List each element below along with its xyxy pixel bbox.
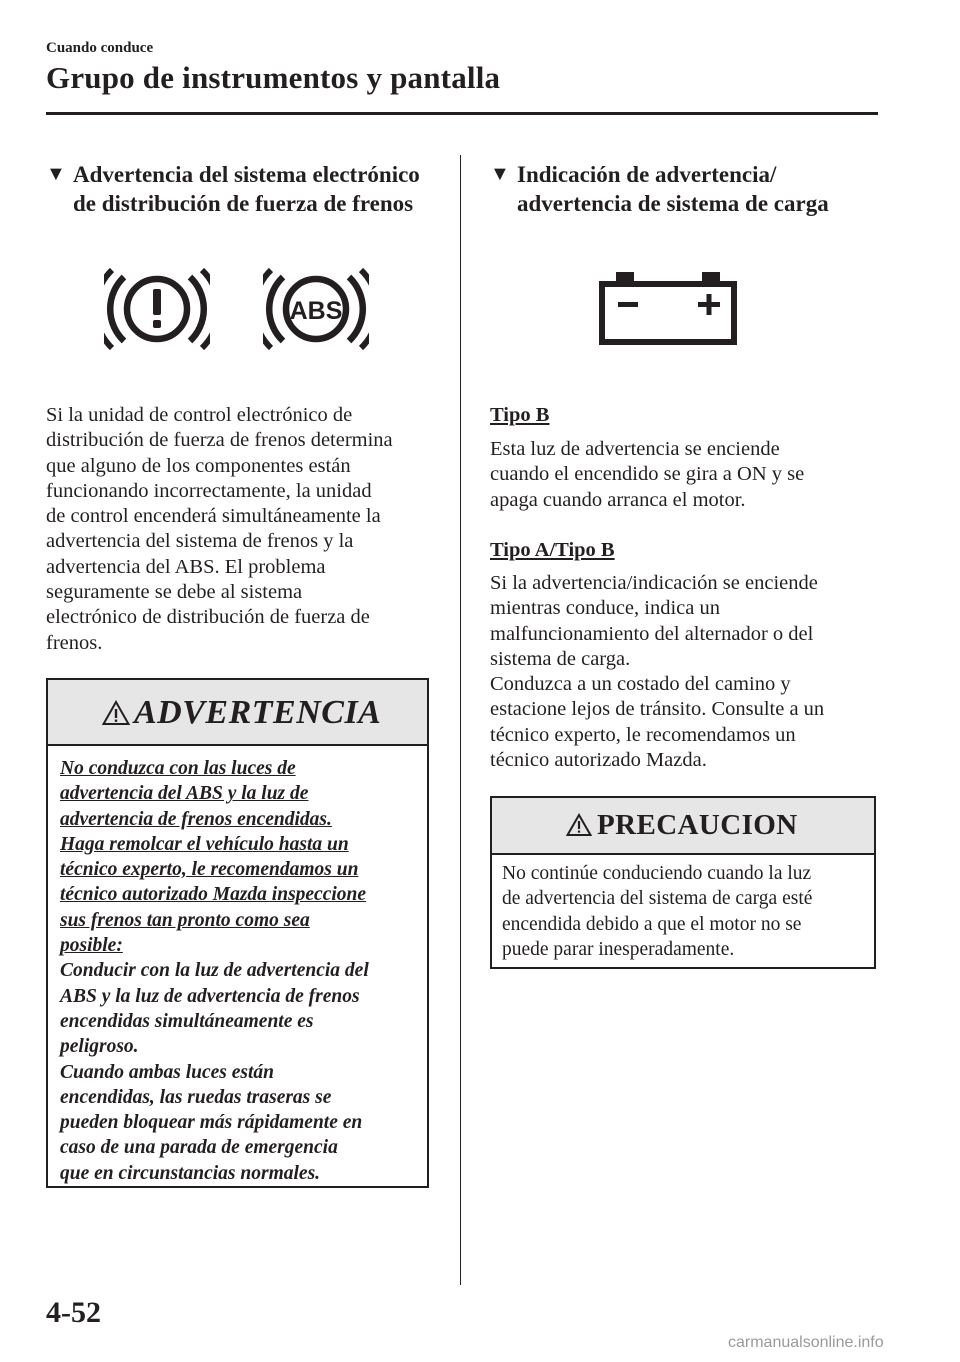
page-title: Grupo de instrumentos y pantalla xyxy=(46,60,501,95)
brake-warning-heading xyxy=(46,160,420,218)
warning-line: ABS y la luz de advertencia de frenos xyxy=(60,985,360,1007)
text-line: electrónico de distribución de fuerza de xyxy=(46,606,370,629)
warning-line: caso de una parada de emergencia xyxy=(60,1137,338,1159)
warning-line: sus frenos tan pronto como sea xyxy=(60,909,310,931)
warning-line: Cuando ambas luces están xyxy=(60,1061,274,1083)
text-line: seguramente se debe al sistema xyxy=(46,581,303,604)
text-line: mientras conduce, indica un xyxy=(490,597,720,620)
warning-line: técnico autorizado Mazda inspeccione xyxy=(60,884,367,906)
warning-line: que en circunstancias normales. xyxy=(60,1162,321,1184)
heading-line: Advertencia del sistema electrónico xyxy=(73,162,420,187)
caution-line: No continúe conduciendo cuando la luz xyxy=(502,863,812,884)
brake-warning-paragraph xyxy=(46,403,393,656)
tipo-b-paragraph xyxy=(490,437,804,513)
column-divider xyxy=(460,155,461,1285)
text-line: Si la advertencia/indicación se enciende xyxy=(490,572,818,594)
caution-triangle-icon xyxy=(566,813,592,837)
text-line: Si la unidad de control electrónico de xyxy=(46,404,353,426)
heading-line: Indicación de advertencia/ xyxy=(517,162,777,187)
header-rule xyxy=(46,112,878,115)
warning-title: ADVERTENCIA xyxy=(134,694,382,731)
warning-line: advertencia del ABS y la luz de xyxy=(60,783,309,805)
warning-line: No conduzca con las luces de xyxy=(60,758,296,779)
brake-warning-icon xyxy=(104,264,210,354)
text-line: advertencia del sistema de frenos y la xyxy=(46,530,354,553)
text-line: estacione lejos de tránsito. Consulte a un xyxy=(490,698,825,721)
tipo-ab-label: Tipo A/Tipo B xyxy=(490,539,615,561)
caution-title: PRECAUCION xyxy=(597,809,798,841)
caution-box-header xyxy=(492,798,874,855)
warning-box-header xyxy=(48,680,427,746)
abs-warning-icon xyxy=(263,264,369,354)
warning-box xyxy=(46,678,429,1188)
text-line: de control encenderá simultáneamente la xyxy=(46,505,381,528)
caution-body xyxy=(502,861,812,962)
warning-line: pueden bloquear más rápidamente en xyxy=(60,1112,363,1134)
warning-line: peligroso. xyxy=(60,1036,139,1058)
text-line: funcionando incorrectamente, la unidad xyxy=(46,479,372,502)
text-line: Conduzca a un costado del camino y xyxy=(490,673,791,696)
text-line: Esta luz de advertencia se enciende xyxy=(490,438,780,460)
text-line: frenos. xyxy=(46,631,103,654)
warning-triangle-icon xyxy=(102,700,130,726)
text-line: técnico experto, le recomendamos un xyxy=(490,723,796,746)
text-line: advertencia del ABS. El problema xyxy=(46,555,326,578)
warning-line: Haga remolcar el vehículo hasta un xyxy=(60,833,349,855)
text-line: técnico autorizado Mazda. xyxy=(490,749,707,772)
caution-line: encendida debido a que el motor no se xyxy=(502,913,802,935)
tipo-b-label: Tipo B xyxy=(490,404,550,426)
text-line: distribución de fuerza de frenos determina xyxy=(46,429,393,452)
triangle-bullet-icon: ▼ xyxy=(46,163,66,185)
section-label: Cuando conduce xyxy=(46,40,154,56)
warning-line: advertencia de frenos encendidas. xyxy=(60,808,332,830)
warning-line: encendidas simultáneamente es xyxy=(60,1010,314,1032)
warning-line: posible: xyxy=(60,935,123,957)
caution-box xyxy=(490,796,876,969)
tipo-ab-paragraph xyxy=(490,571,824,773)
text-line: sistema de carga. xyxy=(490,647,631,670)
heading-line: de distribución de fuerza de frenos xyxy=(73,191,414,216)
watermark: carmanualsonline.info xyxy=(728,1334,884,1351)
warning-line: Conducir con la luz de advertencia del xyxy=(60,960,369,982)
battery-icon xyxy=(598,270,738,346)
text-line: apaga cuando arranca el motor. xyxy=(490,488,746,511)
caution-line: de advertencia del sistema de carga esté xyxy=(502,888,813,910)
charging-warning-heading xyxy=(490,160,829,218)
text-line: que alguno de los componentes están xyxy=(46,454,351,477)
warning-line: encendidas, las ruedas traseras se xyxy=(60,1086,332,1108)
text-line: cuando el encendido se gira a ON y se xyxy=(490,463,805,486)
warning-body xyxy=(60,756,369,1186)
page-number: 4-52 xyxy=(46,1296,101,1329)
abs-icon-label: ABS xyxy=(289,297,343,325)
heading-line: advertencia de sistema de carga xyxy=(517,191,829,216)
warning-line: técnico experto, le recomendamos un xyxy=(60,859,359,881)
caution-line: puede parar inesperadamente. xyxy=(502,938,735,960)
triangle-bullet-icon: ▼ xyxy=(490,163,510,185)
text-line: malfuncionamiento del alternador o del xyxy=(490,622,814,645)
